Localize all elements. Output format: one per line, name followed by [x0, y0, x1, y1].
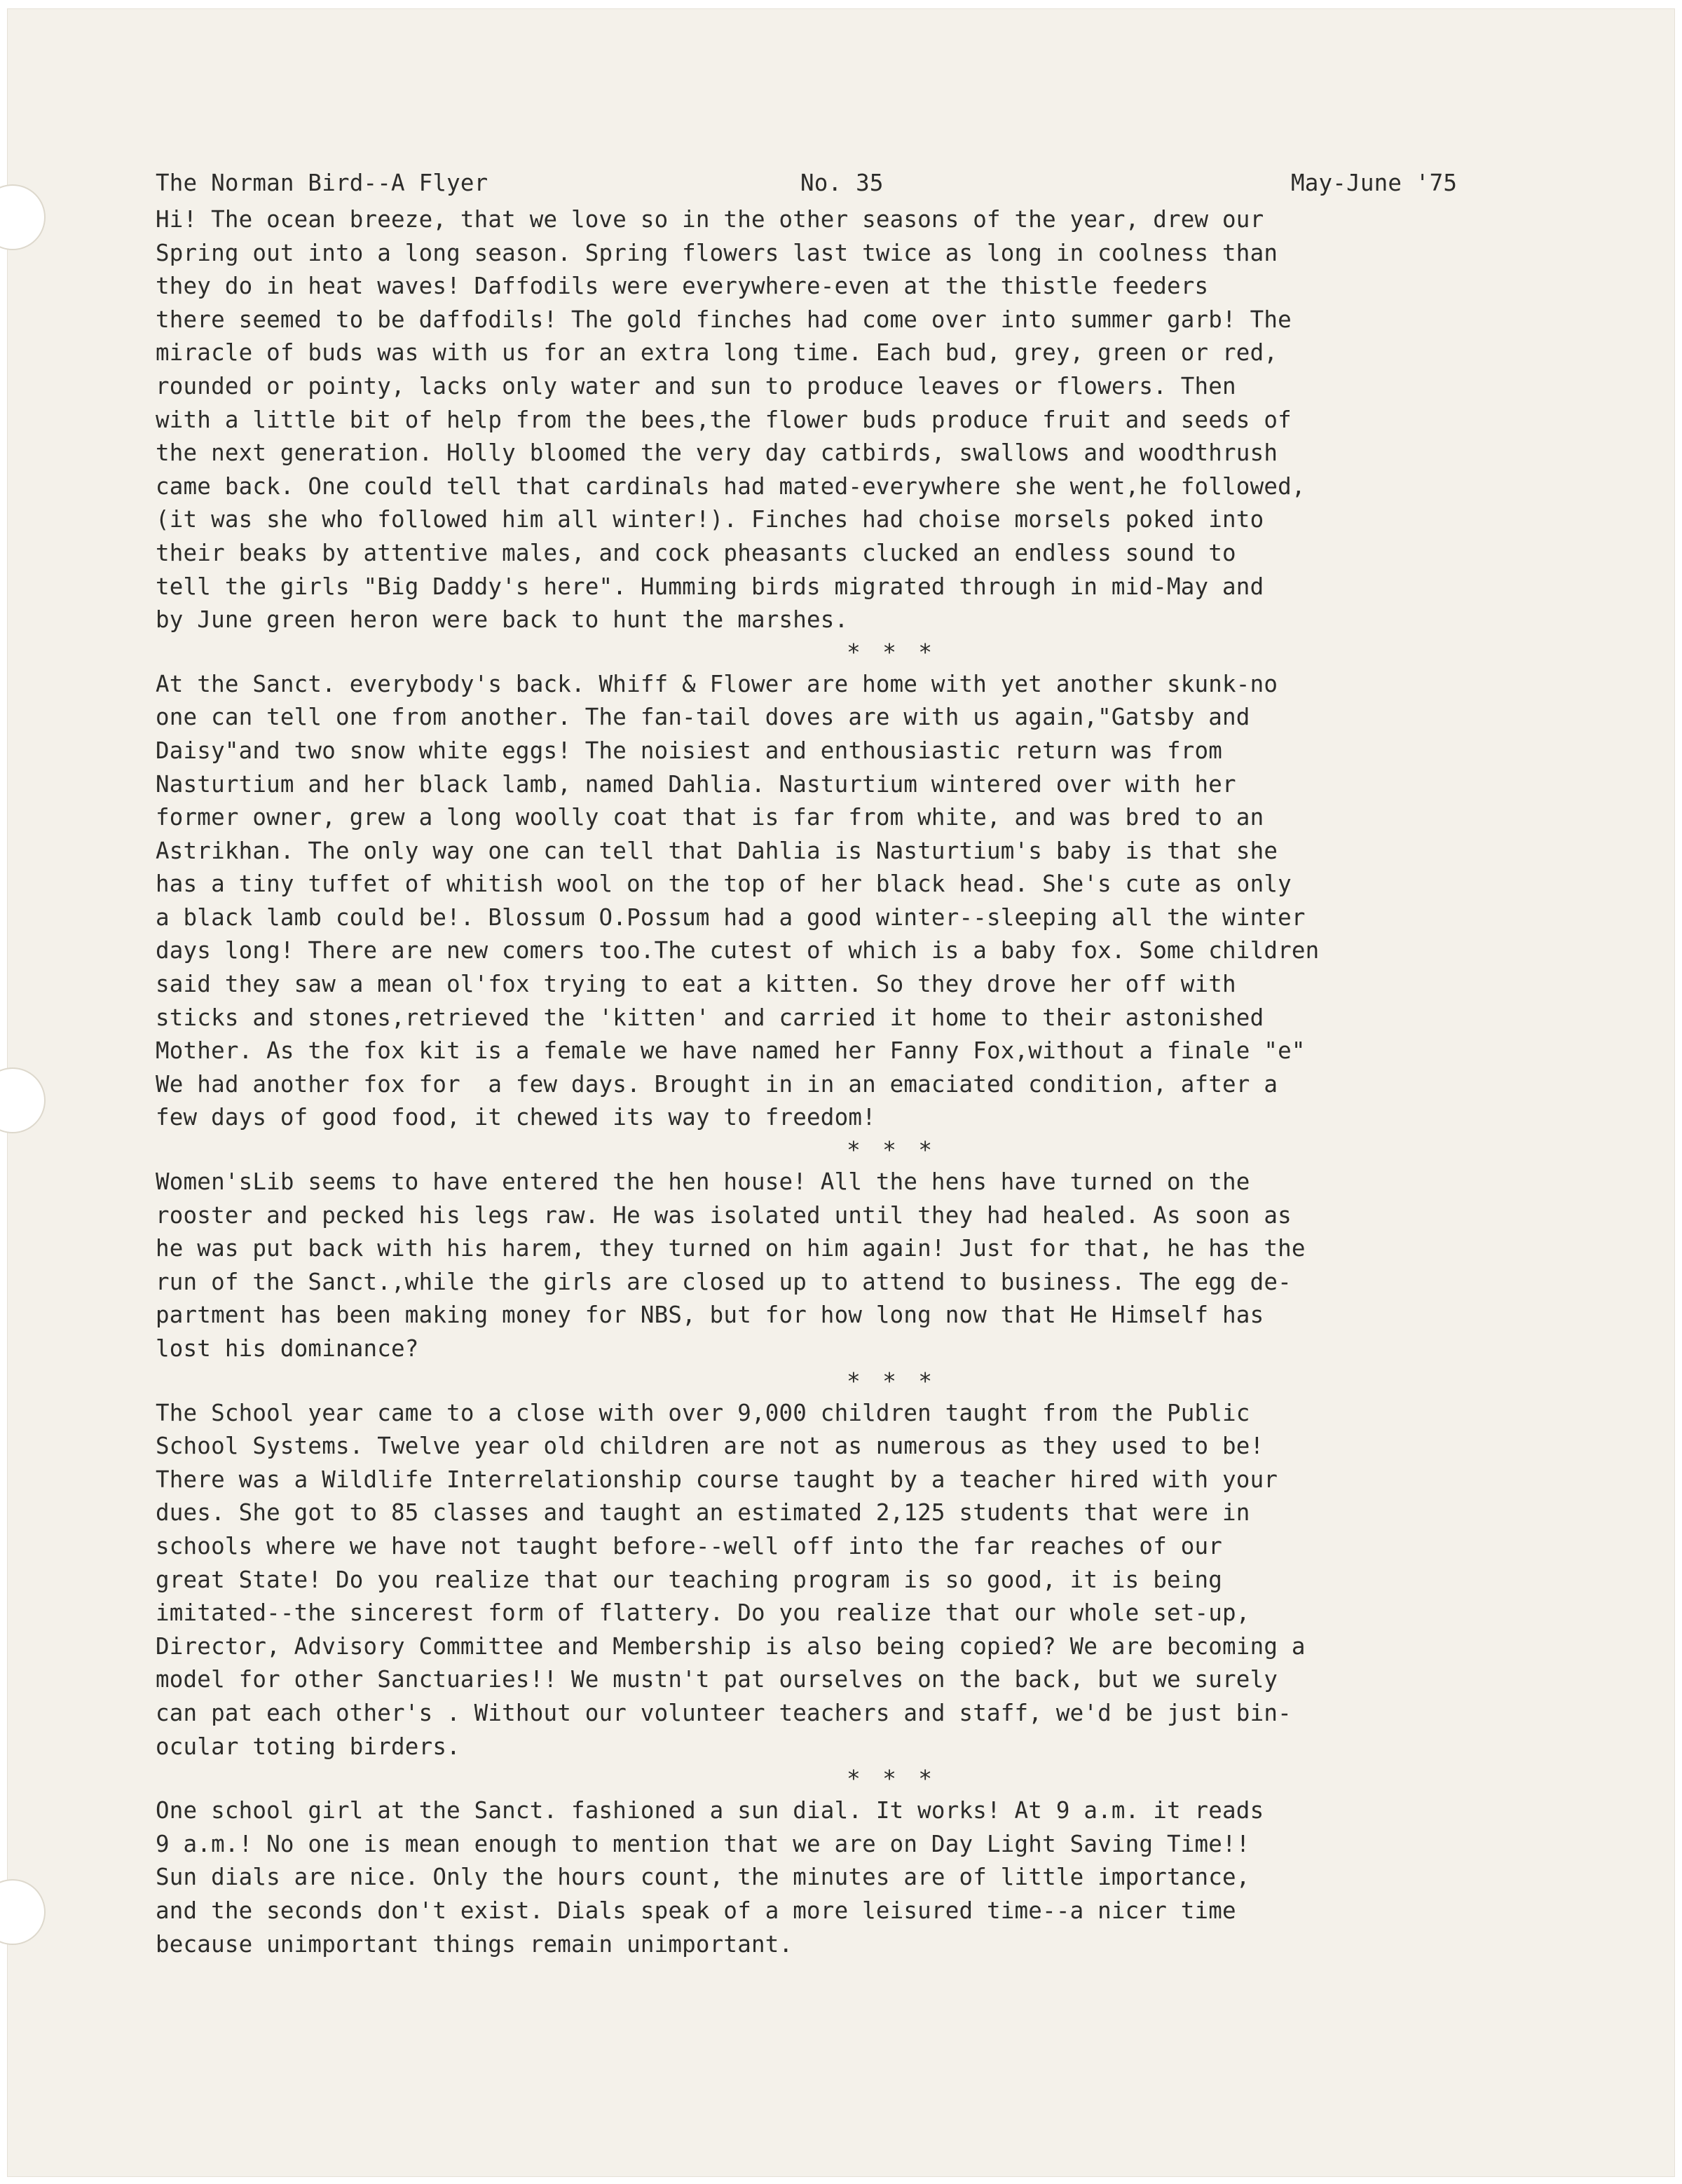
text-line: the next generation. Holly bloomed the very day catbirds, swallows and woodthrush: [156, 439, 1278, 467]
text-line: 9 a.m.! No one is mean enough to mention that we are on Day Light Saving Time!!: [156, 1830, 1250, 1857]
text-line: came back. One could tell that cardinals had mated-everywhere she went,he followed,: [156, 472, 1306, 500]
text-line: We had another fox for a few days. Brought in in an emaciated condition, after a: [156, 1070, 1278, 1098]
text-line: said they saw a mean ol'fox trying to eat a kitten. So they drove her off with: [156, 971, 1236, 998]
text-line: has a tiny tuffet of whitish wool on the top of her black head. She's cute as only: [156, 871, 1292, 898]
section-separator: * * *: [847, 1137, 936, 1164]
text-line: few days of good food, it chewed its way to freedom!: [156, 1104, 876, 1131]
text-line: Mother. As the fox kit is a female we have named her Fanny Fox,without a finale "e": [156, 1037, 1306, 1065]
text-line: he was put back with his harem, they turned on him again! Just for that, he has the: [156, 1235, 1306, 1262]
text-line: and the seconds don't exist. Dials speak of a more leisured time--a nicer time: [156, 1897, 1236, 1924]
text-line: one can tell one from another. The fan-tail doves are with us again,"Gatsby and: [156, 704, 1250, 731]
issue-number: No. 35: [800, 170, 884, 196]
section-separator: * * *: [847, 1367, 936, 1395]
issue-date: May-June '75: [1291, 170, 1458, 196]
text-line: sticks and stones,retrieved the 'kitten' and carried it home to their astonished: [156, 1004, 1264, 1031]
text-line: At the Sanct. everybody's back. Whiff & Flower are home with yet another skunk-no: [156, 670, 1278, 697]
newsletter-title: The Norman Bird--A Flyer: [156, 170, 488, 196]
newsletter-header: [156, 167, 1585, 203]
punch-hole: [0, 1879, 46, 1945]
paragraph-hen-house: [156, 1166, 1585, 1366]
text-line: Daisy"and two snow white eggs! The noisiest and enthousiastic return was from: [156, 737, 1223, 764]
text-line: There was a Wildlife Interrelationship course taught by a teacher hired with your: [156, 1466, 1278, 1493]
text-line: dues. She got to 85 classes and taught an estimated 2,125 students that were in: [156, 1499, 1250, 1527]
punch-hole: [0, 184, 46, 250]
text-line: there seemed to be daffodils! The gold finches had come over into summer garb! The: [156, 306, 1292, 333]
text-line: miracle of buds was with us for an extra long time. Each bud, grey, green or red,: [156, 339, 1278, 367]
text-line: lost his dominance?: [156, 1335, 419, 1362]
text-line: School Systems. Twelve year old children are not as numerous as they used to be!: [156, 1433, 1264, 1460]
paragraph-sanctuary: [156, 668, 1585, 1135]
text-line: days long! There are new comers too.The cutest of which is a baby fox. Some children: [156, 937, 1320, 964]
text-line: The School year came to a close with over 9,000 children taught from the Public: [156, 1399, 1250, 1426]
text-line: Astrikhan. The only way one can tell that Dahlia is Nasturtium's baby is that she: [156, 837, 1278, 864]
text-line: with a little bit of help from the bees,the flower buds produce fruit and seeds of: [156, 406, 1292, 433]
text-line: rooster and pecked his legs raw. He was isolated until they had healed. As soon as: [156, 1201, 1292, 1229]
paragraph-sun-dial: [156, 1794, 1585, 1961]
text-line: Spring out into a long season. Spring flowers last twice as long in coolness than: [156, 239, 1278, 266]
text-line: they do in heat waves! Daffodils were everywhere-even at the thistle feeders: [156, 273, 1209, 300]
text-line: can pat each other's . Without our volunteer teachers and staff, we'd be just bin-: [156, 1699, 1292, 1726]
text-line: partment has been making money for NBS, but for how long now that He Himself has: [156, 1302, 1264, 1329]
text-line: because unimportant things remain unimportant.: [156, 1930, 793, 1958]
text-line: Women'sLib seems to have entered the hen house! All the hens have turned on the: [156, 1168, 1250, 1196]
paragraph-school-year: [156, 1397, 1585, 1764]
text-line: Hi! The ocean breeze, that we love so in the other seasons of the year, drew our: [156, 206, 1264, 233]
section-separator: * * *: [847, 639, 936, 666]
newsletter-body: [156, 167, 1585, 1961]
punch-hole: [0, 1067, 46, 1133]
text-line: tell the girls "Big Daddy's here". Humming birds migrated through in mid-May and: [156, 573, 1264, 600]
text-line: a black lamb could be!. Blossum O.Possum had a good winter--sleeping all the winter: [156, 903, 1306, 931]
text-line: by June green heron were back to hunt the marshes.: [156, 606, 849, 634]
text-line: rounded or pointy, lacks only water and sun to produce leaves or flowers. Then: [156, 372, 1236, 400]
text-line: model for other Sanctuaries!! We mustn't pat ourselves on the back, but we surely: [156, 1666, 1278, 1693]
text-line: run of the Sanct.,while the girls are closed up to attend to business. The egg de-: [156, 1268, 1292, 1295]
text-line: Sun dials are nice. Only the hours count, the minutes are of little importance,: [156, 1864, 1250, 1891]
text-line: Nasturtium and her black lamb, named Dahlia. Nasturtium wintered over with her: [156, 770, 1236, 798]
text-line: (it was she who followed him all winter!). Finches had choise morsels poked into: [156, 506, 1264, 533]
text-line: schools where we have not taught before--well off into the far reaches of our: [156, 1532, 1223, 1559]
section-separator: * * *: [847, 1766, 936, 1793]
text-line: Director, Advisory Committee and Membership is also being copied? We are becoming a: [156, 1632, 1306, 1660]
paragraph-spring: [156, 203, 1585, 637]
text-line: their beaks by attentive males, and cock pheasants clucked an endless sound to: [156, 539, 1236, 566]
text-line: great State! Do you realize that our teaching program is so good, it is being: [156, 1566, 1223, 1593]
text-line: imitated--the sincerest form of flattery. Do you realize that our whole set-up,: [156, 1599, 1250, 1627]
text-line: former owner, grew a long woolly coat that is far from white, and was bred to an: [156, 804, 1264, 831]
text-line: ocular toting birders.: [156, 1733, 460, 1760]
text-line: One school girl at the Sanct. fashioned a sun dial. It works! At 9 a.m. it reads: [156, 1797, 1264, 1824]
